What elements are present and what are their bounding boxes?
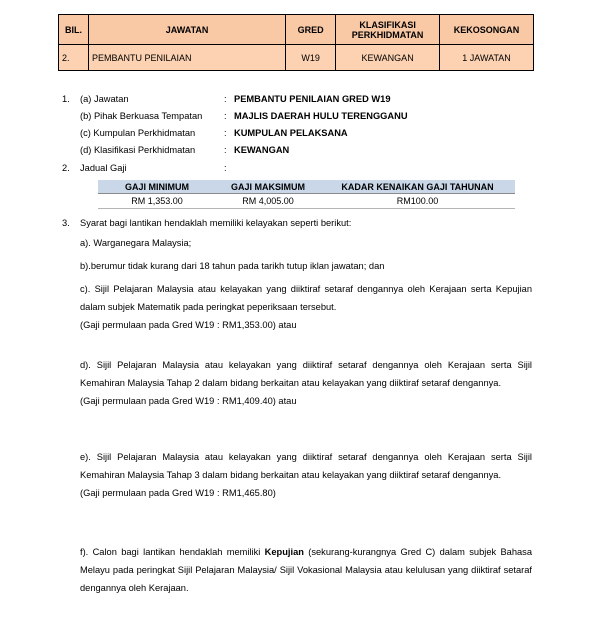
syarat-intro: Syarat bagi lantikan hendaklah memiliki kelayakan seperti berikut: <box>80 218 352 228</box>
field-kumpulan-value: KUMPULAN PELAKSANA <box>234 128 348 138</box>
field-pbt-value: MAJLIS DAERAH HULU TERENGGANU <box>234 111 408 121</box>
header-gaji-maksimum: GAJI MAKSIMUM <box>216 180 320 194</box>
syarat-a: a). Warganegara Malaysia; <box>80 238 192 248</box>
syarat-d-text: d). Sijil Pelajaran Malaysia atau kelayakan yang diiktiraf setaraf dengannya oleh Kerajaan serta Sijil Kemahiran Malaysia Tahap 2 dalam bidang berkaitan atau kelayakan yang diiktiraf setaraf dengannya. <box>80 360 532 388</box>
header-gred: GRED <box>286 15 336 45</box>
syarat-f-prefix: f). Calon bagi lantikan hendaklah memiliki <box>80 547 265 557</box>
field-jawatan-value: PEMBANTU PENILAIAN GRED W19 <box>234 94 391 104</box>
table-row <box>98 194 515 209</box>
syarat-f <box>80 543 532 597</box>
salary-table <box>98 180 515 209</box>
header-kekosongan: KEKOSONGAN <box>440 15 534 45</box>
header-gaji-minimum: GAJI MINIMUM <box>98 180 216 194</box>
position-table-header <box>59 15 534 45</box>
syarat-d <box>80 356 532 410</box>
field-klasifikasi-value: KEWANGAN <box>234 145 290 155</box>
jadual-gaji-label: Jadual Gaji <box>80 163 127 173</box>
header-kadar-kenaikan: KADAR KENAIKAN GAJI TAHUNAN <box>320 180 515 194</box>
item-3-number: 3. <box>62 218 70 228</box>
field-colon: : <box>224 111 227 121</box>
syarat-f-bold: Kepujian <box>264 547 304 557</box>
field-klasifikasi-label: (d) Klasifikasi Perkhidmatan <box>80 145 196 155</box>
cell-bil: 2. <box>59 45 89 71</box>
item-1-number: 1. <box>62 94 70 104</box>
cell-gaji-maksimum: RM 4,005.00 <box>216 194 320 209</box>
field-jawatan-label: (a) Jawatan <box>80 94 129 104</box>
syarat-f-suffix: (sekurang-kurangnya Gred C) dalam subjek Bahasa Melayu pada peringkat Sijil Pelajaran Malaysia/ Sijil Vokasional Malaysia atau kelulusan yang diiktiraf setaraf dengannya oleh Kerajaan. <box>80 547 533 593</box>
cell-gaji-minimum: RM 1,353.00 <box>98 194 216 209</box>
field-colon: : <box>224 145 227 155</box>
jadual-gaji-colon: : <box>224 163 227 173</box>
salary-header-row <box>98 180 515 194</box>
field-colon: : <box>224 94 227 104</box>
syarat-c-text: c). Sijil Pelajaran Malaysia atau kelayakan yang diiktiraf setaraf dengannya oleh Kerajaan serta Kepujian dalam subjek Matematik pada peringkat peperiksaan tersebut. <box>80 284 532 312</box>
syarat-c <box>80 280 532 334</box>
syarat-e <box>80 448 532 502</box>
header-jawatan: JAWATAN <box>88 15 285 45</box>
cell-jawatan: PEMBANTU PENILAIAN <box>88 45 285 71</box>
syarat-b: b).berumur tidak kurang dari 18 tahun pada tarikh tutup iklan jawatan; dan <box>80 261 385 271</box>
cell-kadar-kenaikan: RM100.00 <box>320 194 515 209</box>
syarat-d-note: (Gaji permulaan pada Gred W19 : RM1,409.40) atau <box>80 396 297 406</box>
syarat-e-note: (Gaji permulaan pada Gred W19 : RM1,465.80) <box>80 488 276 498</box>
field-kumpulan-label: (c) Kumpulan Perkhidmatan <box>80 128 196 138</box>
cell-klasifikasi: KEWANGAN <box>336 45 440 71</box>
field-colon: : <box>224 128 227 138</box>
table-row <box>59 45 534 71</box>
cell-kekosongan: 1 JAWATAN <box>440 45 534 71</box>
header-bil: BIL. <box>59 15 89 45</box>
cell-gred: W19 <box>286 45 336 71</box>
header-klasifikasi: KLASIFIKASI PERKHIDMATAN <box>336 15 440 45</box>
item-2-number: 2. <box>62 163 70 173</box>
syarat-c-note: (Gaji permulaan pada Gred W19 : RM1,353.00) atau <box>80 320 297 330</box>
position-table <box>58 14 534 71</box>
field-pbt-label: (b) Pihak Berkuasa Tempatan <box>80 111 203 121</box>
syarat-e-text: e). Sijil Pelajaran Malaysia atau kelayakan yang diiktiraf setaraf dengannya oleh Kerajaan serta Sijil Kemahiran Malaysia Tahap 3 dalam bidang berkaitan atau kelayakan yang diiktiraf setaraf dengannya. <box>80 452 532 480</box>
